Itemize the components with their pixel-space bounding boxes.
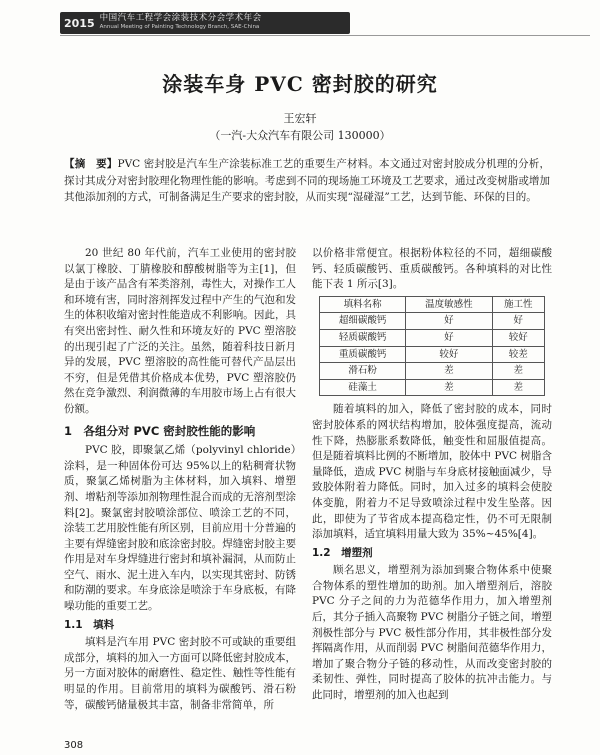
banner-title: 中国汽车工程学会涂装技术分会学术年会 bbox=[99, 13, 262, 23]
subsection-1-1-heading: 1.1 填料 bbox=[64, 618, 115, 631]
conference-banner bbox=[60, 12, 350, 34]
abstract bbox=[64, 156, 550, 206]
section-1-paragraph: PVC 胶，即聚氯乙烯（polyvinyl chloride）涂料，是一种固体份可达 95%以上的粘稠膏状物质，聚氯乙烯树脂为主体材料，加入填料、增塑剂、增粘剂等添加剂物理性混合而成的无溶剂型涂料[2]。聚氯密封胶喷涂部位、喷涂工艺的不同，涂装工艺用胶性能有所区别，目前应用十分普遍的主要有焊缝密封胶和底涂密封胶。焊缝密封胶主要作用是对车身焊缝进行密封和填补漏洞，从而防止空气、雨水、泥土进入车内，以实现其密封、防锈和防潮的要求。车身底涂是喷涂于车身底板，有降噪功能的重要工艺。 bbox=[64, 444, 296, 613]
table-cell: 超细碳酸钙 bbox=[320, 313, 406, 330]
table-cell: 差 bbox=[492, 363, 545, 380]
header-divider bbox=[60, 35, 590, 36]
table-header-cell: 温度敏感性 bbox=[406, 296, 492, 313]
table-header-cell: 填料名称 bbox=[320, 296, 406, 313]
filler-comparison-table bbox=[312, 296, 552, 397]
table-row bbox=[320, 313, 545, 330]
table-row bbox=[320, 363, 545, 380]
table-row bbox=[320, 329, 545, 346]
abstract-text: PVC 密封胶是汽车生产涂装标准工艺的重要生产材料。本文通过对密封胶成分机理的分析，探讨其成分对密封胶理化物理性能的影响。考虑到不同的现场施工环境及工艺要求，通过改变树脂或增加其他添加剂的方式，可制备满足生产要求的密封胶，从而实现“湿碰湿”工艺，达到节能、环保的目的。 bbox=[64, 158, 551, 203]
table-cell: 差 bbox=[406, 363, 492, 380]
subsection-1-1-paragraph: 填料是汽车用 PVC 密封胶不可或缺的重要组成部分，填料的加入一方面可以降低密封胶成本，另一方面对胶体的耐磨性、稳定性、触性等性能有明显的作用。目前常用的填料为碳酸钙、滑石粉等，碳酸钙储量极其丰富，制备非常简单，所 bbox=[64, 636, 296, 711]
paper-title: 涂装车身 PVC 密封胶的研究 bbox=[162, 72, 438, 96]
section-1-heading: 1 各组分对 PVC 密封胶性能的影响 bbox=[64, 423, 256, 438]
table-row bbox=[320, 346, 545, 363]
table-row bbox=[320, 379, 545, 396]
table-cell: 差 bbox=[492, 379, 545, 396]
table-cell: 滑石粉 bbox=[320, 363, 406, 380]
table-cell: 重质碳酸钙 bbox=[320, 346, 406, 363]
subsection-1-2-heading: 1.2 增塑剂 bbox=[312, 546, 373, 559]
author-name: 王宏轩 bbox=[283, 112, 317, 125]
table-cell: 硅藻土 bbox=[320, 379, 406, 396]
table-cell: 好 bbox=[492, 313, 545, 330]
table-header-cell: 施工性 bbox=[492, 296, 545, 313]
left-column bbox=[64, 246, 296, 713]
table-cell: 较好 bbox=[406, 346, 492, 363]
continued-paragraph: 以价格非常便宜。根据粉体粒径的不同，超细碳酸钙、轻质碳酸钙、重质碳酸钙。各种填料的对比性能下表 1 所示[3]。 bbox=[312, 247, 552, 291]
subsection-1-2-paragraph: 顾名思义，增塑剂为添加到聚合物体系中使聚合物体系的塑性增加的助剂。加入增塑剂后，溶胶 PVC 分子之间的力为范德华作用力，加入增塑剂后，其分子插入高聚物 PVC 树脂分子链之间，增塑剂极性部分与 PVC 极性部分作用，其非极性部分发挥隔离作用，从而削弱 PVC 树脂间范德华作用力，增加了聚合物分子链的移动性，从而改变密封胶的柔韧性、弹性，同时提高了胶体的抗冲击能力。与此同时，增塑剂的加入也起到 bbox=[312, 564, 552, 702]
table-cell: 差 bbox=[406, 379, 492, 396]
page-number: 308 bbox=[64, 740, 84, 751]
right-column bbox=[312, 246, 552, 704]
table-cell: 好 bbox=[406, 329, 492, 346]
banner-subtitle: Annual Meeting of Painting Technology Branch, SAE-China bbox=[99, 24, 260, 30]
filler-effect-paragraph: 随着填料的加入，降低了密封胶的成本，同时密封胶体系的网状结构增加，胶体强度提高，流动性下降，热膨胀系数降低，触变性和屈服值提高。但是随着填料比例的不断增加，胶体中 PVC 树脂含量降低，造成 PVC 树脂与车身底材接触面减少，导致胶体附着力降低。同时，加入过多的填料会使胶体变脆，附着力不足导致喷涂过程中发生坠落。因此，即使为了节省成本提高稳定性，仍不可无限制添加填料，适宜填料用量大致为 35%~45%[4]。 bbox=[312, 403, 552, 541]
banner-year: 2015 bbox=[64, 16, 95, 30]
author-affiliation: （一汽-大众汽车有限公司 130000） bbox=[209, 129, 391, 142]
table-cell: 较差 bbox=[492, 346, 545, 363]
table-cell: 较好 bbox=[492, 329, 545, 346]
table-cell: 好 bbox=[406, 313, 492, 330]
table-cell: 轻质碳酸钙 bbox=[320, 329, 406, 346]
intro-paragraph: 20 世纪 80 年代前，汽车工业使用的密封胶以氯丁橡胶、丁腈橡胶和醇酸树脂等为主[1]，但是由于该产品含有苯类溶剂，毒性大，对操作工人和环境有害，同时溶剂挥发过程中产生的气泡和发生的体积收缩对密封性能造成不利影响。因此，具有突出密封性、耐久性和环境友好的 PVC 塑溶胶的出现引起了广泛的关注。虽然，随着科技日新月异的发展，PVC 塑溶胶的高性能可替代产品层出不穷，但是凭借其价格成本优势，PVC 塑溶胶仍然在竞争激烈、利润微薄的车用胶市场上占有很大份额。 bbox=[64, 247, 296, 415]
abstract-label: 【摘 要】 bbox=[64, 158, 118, 170]
table-header-row bbox=[320, 296, 545, 313]
